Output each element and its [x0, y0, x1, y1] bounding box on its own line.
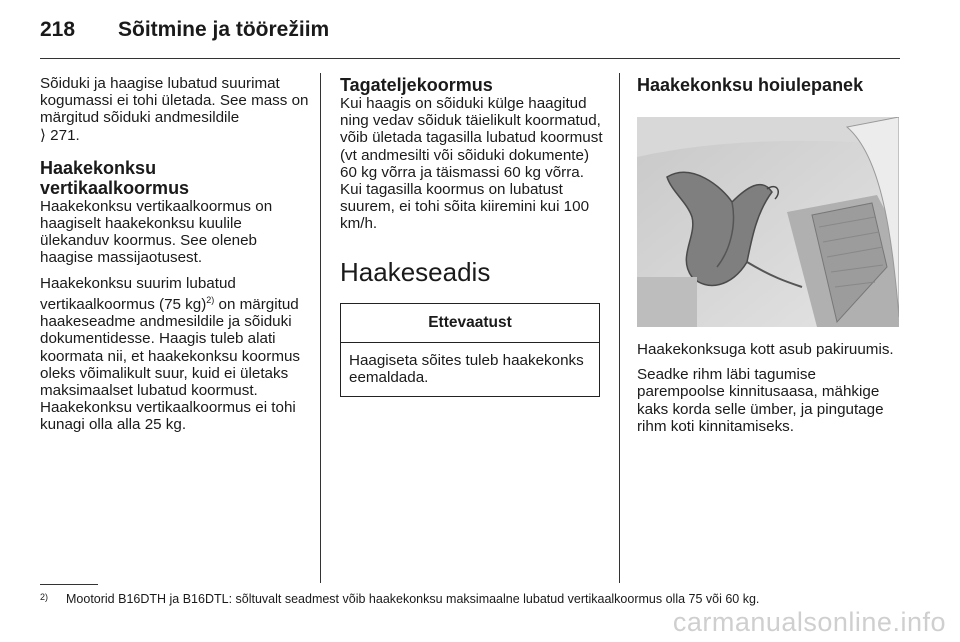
- warning-text: Haagiseta sõites tuleb haakekonks eemaldada.: [349, 351, 584, 386]
- section-heading-storage: Haakekonksu hoiulepanek: [637, 75, 864, 95]
- page-ref-link[interactable]: 271.: [50, 126, 80, 144]
- section-title-towbar: Haakeseadis: [340, 256, 491, 287]
- vertical-load-text-a: Haakekonksu suurim lubatud vertikaalkoormus (75 kg): [40, 274, 236, 313]
- warning-title: Ettevaatust: [341, 304, 599, 343]
- vertical-load-paragraph-2: [40, 275, 310, 434]
- footnote: [40, 592, 760, 609]
- intro-paragraph: [40, 75, 310, 144]
- footnote-text: Mootorid B16DTH ja B16DTL: sõltuvalt seadmest võib haakekonksu maksimaalne lubatud vertikaalkoormus olla 75 või 60 kg.: [66, 592, 760, 606]
- storage-paragraph-2: Seadke rihm läbi tagumise parempoolse kinnitusaasa, mähkige kaks korda selle ümber, ja pingutage rihm koti kinnitamiseks.: [637, 366, 884, 435]
- footnote-rule: [40, 584, 98, 585]
- vertical-load-paragraph-1: Haakekonksu vertikaalkoormus on haagiselt haakekonksu kuulile ülekanduv koormus. See oleneb haagise massijaotusest.: [40, 197, 273, 267]
- vertical-load-text-b: on märgitud haakeseadme andmesildile ja sõiduki dokumentidesse. Haagis tuleb alati koormata nii, et haakekonksu koormus oleks võimalikult suur, kuid ei ületaks maksimaalset lubatud koormust. Haakekonksu vertikaalkoormus ei tohi kunagi olla alla 25 kg.: [40, 295, 301, 434]
- page-number: 218: [40, 18, 76, 41]
- rear-axle-paragraph: Kui haagis on sõiduki külge haagitud ning vedav sõiduk täielikult koormatud, võib ületada tagasilla lubatud koormust (vt andmesilti või sõiduki dokumente) 60 kg võrra ja täismassi 60 kg võrra. Kui tagasilla koormus on lubatust suurem, ei tohi sõita kiiremini kui 100 km/h.: [340, 95, 603, 233]
- storage-paragraph-1: Haakekonksuga kott asub pakiruumis.: [637, 341, 894, 358]
- column-2: [340, 75, 610, 397]
- footnote-mark: 2): [40, 592, 49, 602]
- section-heading-vertical-load: Haakekonksu vertikaalkoormus: [40, 157, 190, 198]
- column-3: [637, 75, 907, 443]
- page-title: Sõitmine ja töörežiim: [118, 18, 330, 41]
- column-divider-1: [320, 73, 321, 583]
- header-rule: [40, 58, 900, 59]
- column-1: [40, 75, 310, 442]
- intro-text: Sõiduki ja haagise lubatud suurimat kogumassi ei tohi ületada. See mass on märgitud sõiduki andmesildile: [40, 75, 309, 127]
- footnote-ref[interactable]: 2): [206, 294, 215, 305]
- page-ref-arrow-icon: ⟩: [40, 126, 46, 144]
- column-divider-2: [619, 73, 620, 583]
- warning-box: [340, 303, 600, 397]
- towbar-bag-photo: [637, 117, 899, 327]
- section-heading-rear-axle: Tagateljekoormus: [340, 75, 493, 95]
- watermark: carmanualsonline.info: [672, 607, 946, 637]
